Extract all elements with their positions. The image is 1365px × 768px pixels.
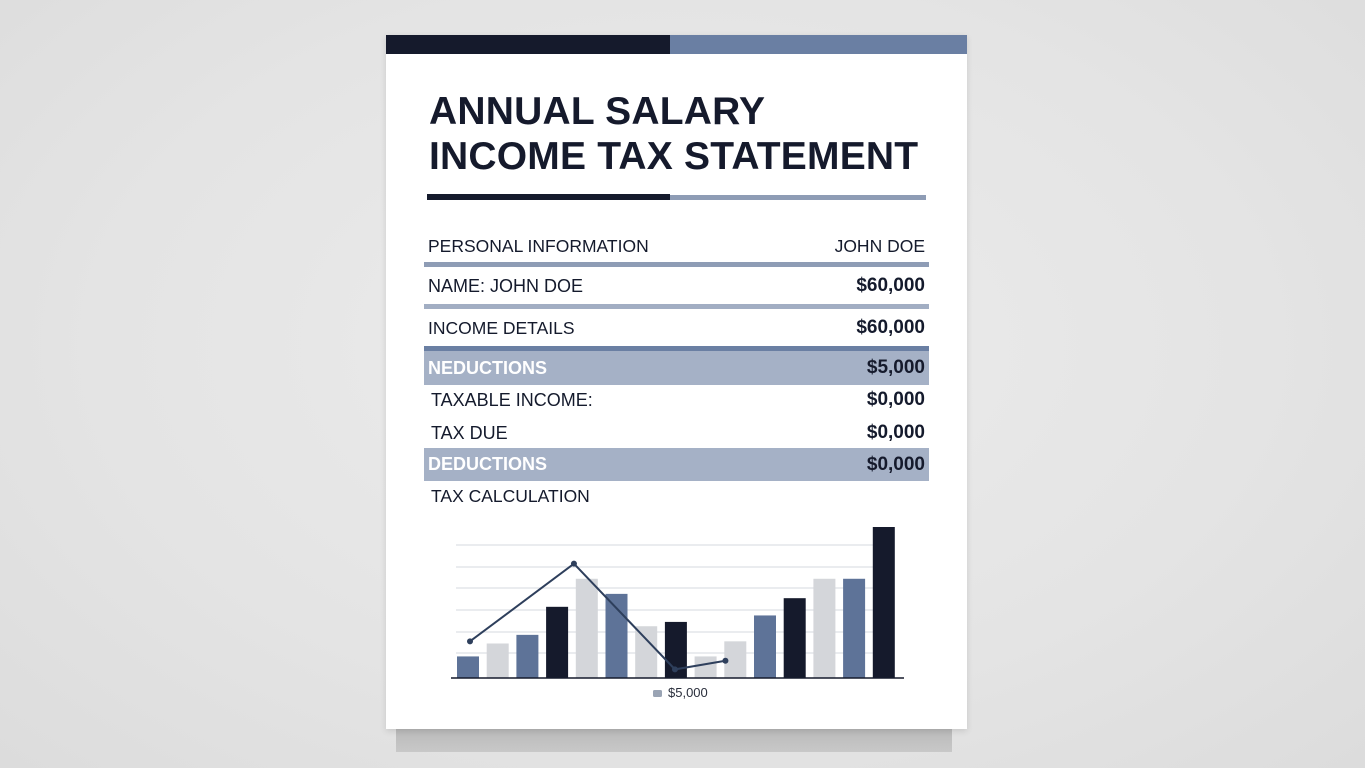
row-value: JOHN DOE xyxy=(834,235,925,256)
row-value: $0,000 xyxy=(866,389,925,410)
title-rule xyxy=(427,194,926,200)
page-shadow xyxy=(396,728,952,752)
row-value: $5,000 xyxy=(866,357,925,378)
row-deductions xyxy=(424,448,929,481)
row-label: NEDUCTIONS xyxy=(428,357,548,378)
chart-bar xyxy=(843,579,865,678)
divider xyxy=(424,262,929,267)
chart-bar xyxy=(873,527,895,678)
chart-bar xyxy=(784,598,806,678)
row-value: $0,000 xyxy=(866,422,925,443)
row-label: PERSONAL INFORMATION xyxy=(428,235,649,256)
chart-bar xyxy=(576,579,598,678)
row-personal-information xyxy=(424,230,929,262)
title-line-2: INCOME TAX STATEMENT xyxy=(429,135,919,178)
trend-point xyxy=(571,561,577,567)
header-accent-dark xyxy=(386,35,670,54)
chart-bar xyxy=(635,626,657,678)
document-title xyxy=(429,89,949,179)
row-neductions xyxy=(424,351,929,385)
legend-label: $5,000 xyxy=(668,685,708,700)
header-accent-bar xyxy=(386,35,967,54)
chart-bar xyxy=(695,656,717,678)
row-value: $0,000 xyxy=(866,453,925,475)
chart-bar xyxy=(754,615,776,678)
row-tax-calculation xyxy=(424,480,929,512)
row-value: $60,000 xyxy=(856,317,925,338)
row-label: TAX DUE xyxy=(431,422,508,443)
chart-bar xyxy=(606,594,628,678)
chart-bar xyxy=(457,656,479,678)
title-rule-dark xyxy=(427,194,670,200)
title-rule-light xyxy=(670,195,926,200)
chart-bar xyxy=(516,635,538,678)
row-name xyxy=(424,270,929,302)
row-label: TAX CALCULATION xyxy=(431,485,590,506)
trend-point xyxy=(672,666,678,672)
chart-bar xyxy=(813,579,835,678)
row-taxable-income xyxy=(424,384,929,416)
tax-statement-page xyxy=(386,35,967,729)
chart-bar xyxy=(487,643,509,678)
row-tax-due xyxy=(424,417,929,449)
row-label: NAME: JOHN DOE xyxy=(428,275,584,296)
divider xyxy=(424,304,929,309)
legend-swatch xyxy=(653,690,662,697)
row-label: DEDUCTIONS xyxy=(428,454,548,474)
chart-bar xyxy=(546,607,568,678)
row-value: $60,000 xyxy=(856,275,925,296)
row-income-details xyxy=(424,312,929,344)
tax-calculation-chart xyxy=(446,515,916,715)
trend-point xyxy=(467,638,473,644)
row-label: TAXABLE INCOME: xyxy=(431,389,593,410)
title-line-1: ANNUAL SALARY xyxy=(429,90,766,133)
trend-point xyxy=(722,658,728,664)
row-label: INCOME DETAILS xyxy=(428,317,575,338)
header-accent-blue xyxy=(670,35,967,54)
